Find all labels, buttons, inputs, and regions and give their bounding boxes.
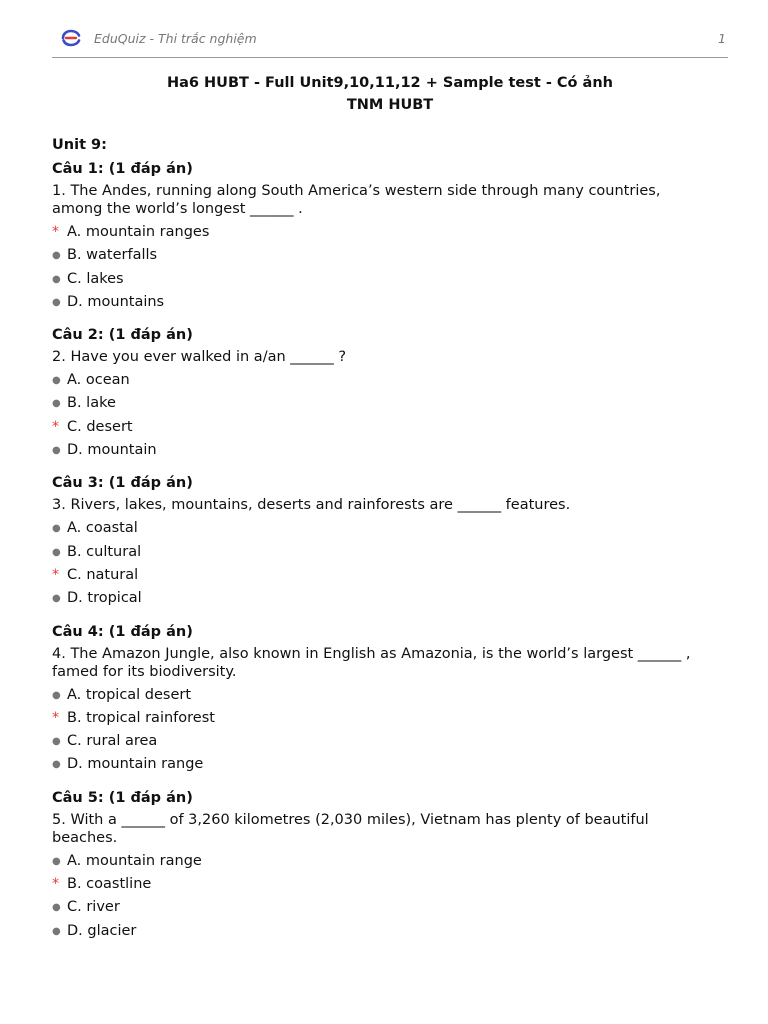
question-heading: Câu 3: (1 đáp án) <box>52 475 193 492</box>
question-heading: Câu 2: (1 đáp án) <box>52 327 193 344</box>
question-text: 1. The Andes, running along South America’s western side through many countries, among the world’s longest ______ . <box>52 183 661 217</box>
document-title <box>52 72 728 116</box>
option-a <box>52 517 712 540</box>
bullet-icon: ● <box>52 736 61 748</box>
question-text: 3. Rivers, lakes, mountains, deserts and rainforests are ______ features. <box>52 497 571 514</box>
question-text: 2. Have you ever walked in a/an ______ ? <box>52 349 347 366</box>
option-c <box>52 268 712 291</box>
question-5 <box>52 788 712 943</box>
option-d <box>52 587 712 610</box>
option-label: B. waterfalls <box>67 247 158 264</box>
question-heading: Câu 4: (1 đáp án) <box>52 623 193 640</box>
correct-answer-marker: * <box>52 876 59 893</box>
option-b <box>52 707 712 730</box>
question-text: 5. With a ______ of 3,260 kilometres (2,030 miles), Vietnam has plenty of beautiful beaches. <box>52 811 649 846</box>
option-label: B. tropical rainforest <box>67 709 215 726</box>
option-c <box>52 416 712 439</box>
option-c <box>52 896 712 919</box>
option-label: D. tropical <box>67 590 142 607</box>
bullet-icon: ● <box>52 250 61 262</box>
question-4 <box>52 622 712 777</box>
option-c <box>52 564 712 587</box>
option-c <box>52 730 712 753</box>
question-text: 4. The Amazon Jungle, also known in English as Amazonia, is the world’s largest ______ , famed for its biodiversity. <box>52 645 691 680</box>
bullet-icon: ● <box>52 546 61 558</box>
bullet-icon: ● <box>52 445 61 457</box>
option-label: C. natural <box>67 566 139 583</box>
page-number: 1 <box>718 30 726 46</box>
option-b <box>52 392 712 415</box>
option-label: D. mountains <box>67 293 165 310</box>
option-a <box>52 684 712 707</box>
correct-answer-marker: * <box>52 224 59 240</box>
bullet-icon: ● <box>52 296 61 308</box>
question-1 <box>52 159 712 314</box>
bullet-icon: ● <box>52 523 61 535</box>
option-label: C. lakes <box>67 270 124 287</box>
option-label: D. glacier <box>67 922 137 939</box>
option-label: A. mountain ranges <box>67 224 210 240</box>
option-label: D. mountain <box>67 442 157 459</box>
bullet-icon: ● <box>52 902 61 914</box>
option-label: B. coastline <box>67 876 152 893</box>
option-d <box>52 753 712 776</box>
unit-heading: Unit 9: <box>52 137 107 153</box>
option-d <box>52 439 712 462</box>
bullet-icon: ● <box>52 855 61 867</box>
option-label: D. mountain range <box>67 756 204 773</box>
bullet-icon: ● <box>52 593 61 605</box>
option-label: C. desert <box>67 418 133 435</box>
option-b <box>52 873 712 896</box>
page-header <box>52 26 728 50</box>
question-heading: Câu 1: (1 đáp án) <box>52 161 193 177</box>
bullet-icon: ● <box>52 375 61 387</box>
question-2 <box>52 325 712 462</box>
title-line-1: Ha6 HUBT - Full Unit9,10,11,12 + Sample test - Có ảnh <box>166 75 613 91</box>
bullet-icon: ● <box>52 689 61 701</box>
bullet-icon: ● <box>52 273 61 285</box>
bullet-icon: ● <box>52 398 61 410</box>
option-label: A. ocean <box>67 372 130 389</box>
option-label: B. lake <box>67 395 116 412</box>
eduquiz-logo-icon <box>60 29 82 47</box>
option-label: A. mountain range <box>67 852 202 869</box>
option-a <box>52 369 712 392</box>
option-a <box>52 221 712 244</box>
correct-answer-marker: * <box>52 709 59 726</box>
title-line-2: TNM HUBT <box>346 97 434 113</box>
option-label: C. river <box>67 899 120 916</box>
brand-name: EduQuiz - Thi trắc nghiệm <box>94 30 257 46</box>
option-b <box>52 541 712 564</box>
option-label: A. tropical desert <box>67 686 192 703</box>
option-label: A. coastal <box>67 520 138 537</box>
question-3 <box>52 473 712 610</box>
option-a <box>52 850 712 873</box>
correct-answer-marker: * <box>52 566 59 583</box>
question-heading: Câu 5: (1 đáp án) <box>52 789 193 806</box>
bullet-icon: ● <box>52 759 61 771</box>
quiz-content <box>52 135 712 954</box>
header-divider <box>52 57 728 58</box>
option-b <box>52 244 712 267</box>
option-d <box>52 920 712 943</box>
option-d <box>52 291 712 314</box>
option-label: B. cultural <box>67 543 142 560</box>
bullet-icon: ● <box>52 925 61 937</box>
correct-answer-marker: * <box>52 418 59 435</box>
option-label: C. rural area <box>67 733 158 750</box>
